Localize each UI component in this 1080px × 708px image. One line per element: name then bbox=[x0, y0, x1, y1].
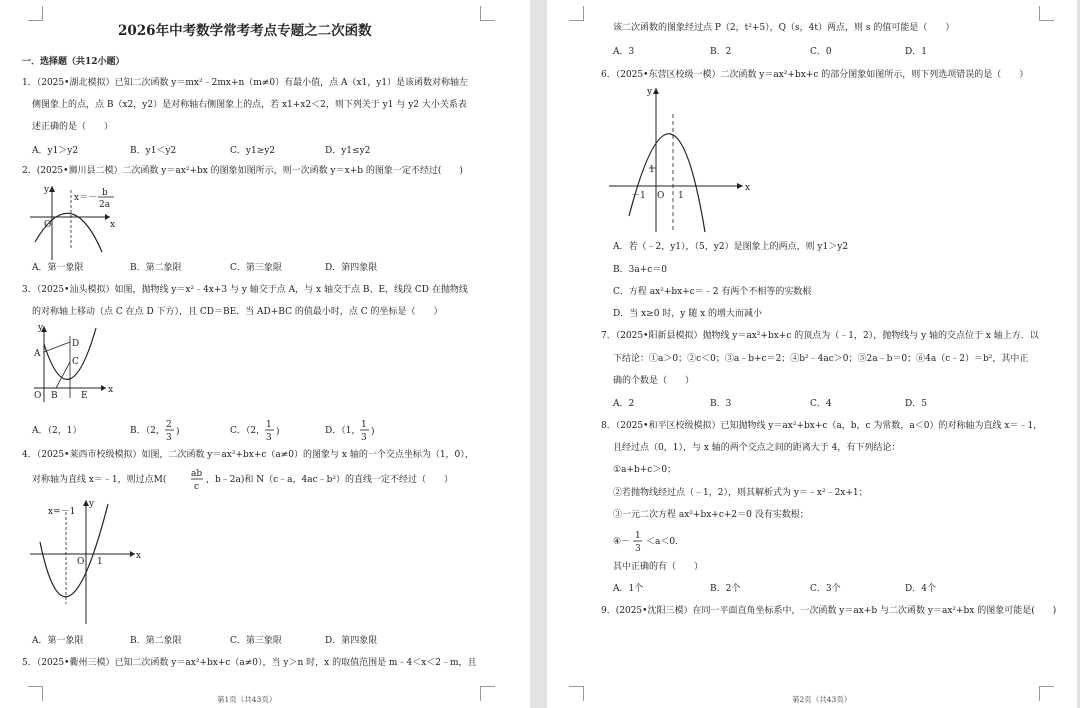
option-a: A．第一象限 bbox=[32, 263, 84, 273]
option-b: B．2个 bbox=[710, 584, 741, 594]
question-7-line-2: 下结论：①a＞0；②c＜0；③a﹣b+c＝2；④b²﹣4ac＞0；⑤2a﹣b＝0；⑥4a（c﹣2）＝b²，其中正 bbox=[613, 354, 1029, 364]
statement-4b: ＜a＜0． bbox=[646, 537, 685, 547]
option-d: D．4个 bbox=[905, 584, 936, 594]
option-a: A．3 bbox=[613, 47, 635, 57]
crop-mark bbox=[28, 686, 43, 701]
question-8-line-2: 且经过点（0，1），与 x 轴的两个交点之间的距离大于 4，有下列结论： bbox=[613, 443, 901, 453]
crop-mark bbox=[28, 6, 43, 21]
statement-3: ③一元二次方程 ax²+bx+c+2＝0 没有实数根； bbox=[613, 510, 809, 520]
q3-parabola-figure bbox=[32, 322, 117, 404]
option-b-fraction bbox=[165, 418, 183, 442]
question-6-line-1: 6．（2025•东营区校级一模）二次函数 y＝ax²+bx+c 的部分图象如图所示，则下列选项错误的是（ ） bbox=[601, 70, 1029, 80]
fraction-denominator: 3 bbox=[361, 433, 367, 443]
option-d: D．1 bbox=[905, 47, 927, 57]
fraction-numerator: 1 bbox=[361, 420, 367, 430]
option-b: B．y1＜y2 bbox=[130, 146, 177, 156]
option-a: A．1个 bbox=[613, 584, 644, 594]
closing-paren: ) bbox=[276, 427, 280, 437]
closing-paren: ) bbox=[176, 427, 180, 437]
option-c: C．第三象限 bbox=[230, 263, 282, 273]
option-c: C．方程 ax²+bx+c＝﹣2 有两个不相等的实数根 bbox=[613, 287, 812, 297]
option-a: A．第一象限 bbox=[32, 636, 84, 646]
option-d: D．（1， bbox=[325, 426, 361, 436]
question-5-continuation: 该二次函数的图象经过点 P（2，t²+5），Q（s，4t）两点，则 s 的值可能是（ ） bbox=[613, 23, 955, 33]
q3-y-label: y bbox=[38, 323, 44, 333]
fraction-numerator: 1 bbox=[635, 531, 641, 541]
q6-origin: O bbox=[657, 191, 665, 201]
question-8-line-1: 8．（2025•和平区校级模拟）已知抛物线 y＝ax²+bx+c（a，b，c 为常数，a＜0）的对称轴为直线 x＝﹣1， bbox=[601, 421, 1043, 431]
question-8-ask: 其中正确的有（ ） bbox=[613, 562, 704, 572]
question-4-line-2b: ，b﹣2a)和 N（c﹣a，4ac﹣b²）的直线一定不经过（ ） bbox=[206, 475, 454, 485]
section-heading: 一．选择题（共12小题） bbox=[22, 57, 125, 67]
fraction-numerator: 1 bbox=[266, 420, 272, 430]
q3-point-a: A bbox=[34, 349, 41, 359]
q4-axis-of-symmetry-label: x=－1 bbox=[48, 507, 76, 517]
crop-mark bbox=[480, 686, 495, 701]
option-a: A．y1＞y2 bbox=[32, 146, 79, 156]
page-footer: 第1页（共43页） bbox=[217, 695, 277, 704]
crop-mark bbox=[480, 6, 495, 21]
statement-4a: ④－ bbox=[613, 537, 631, 547]
option-b: B．3 bbox=[710, 399, 732, 409]
question-2-line-1: 2．(2025•浉川县二模）二次函数 y＝ax²+bx 的图象如图所示，则一次函数 y＝x+b 的图象一定不经过( ) bbox=[22, 166, 463, 176]
q4-parabola-figure bbox=[30, 498, 150, 626]
option-d: D．5 bbox=[905, 399, 927, 409]
crop-mark bbox=[1039, 6, 1054, 21]
q4-tick-one: 1 bbox=[97, 557, 103, 567]
option-d: D．y1≤y2 bbox=[325, 146, 371, 156]
q4-fraction bbox=[191, 467, 205, 491]
option-b: B．第二象限 bbox=[130, 263, 182, 273]
statement-1: ①a+b+c＞0； bbox=[613, 465, 677, 475]
q6-y-label: y bbox=[647, 87, 653, 97]
statement-4-fraction bbox=[633, 529, 645, 553]
option-d: D．第四象限 bbox=[325, 263, 378, 273]
option-c: C．y1≥y2 bbox=[230, 146, 276, 156]
q3-origin: O bbox=[34, 391, 42, 401]
option-b: B．（2， bbox=[130, 426, 165, 436]
crop-mark bbox=[1039, 686, 1054, 701]
question-9-line-1: 9．(2025•沈阳三模）在同一平面直角坐标系中，一次函数 y＝ax+b 与二次函数 y＝ax²+bx 的图象可能是( ) bbox=[601, 606, 1057, 616]
fraction-denominator: 3 bbox=[266, 433, 272, 443]
question-1-line-1: 1．（2025•湖北模拟）已知二次函数 y＝mx²﹣2mx+n（m≠0）有最小值，点 A（x1，y1）是该函数对称轴左 bbox=[22, 78, 469, 88]
fraction-numerator: 2 bbox=[166, 420, 172, 430]
q3-x-label: x bbox=[108, 385, 114, 395]
q6-y-tick-1: 1 bbox=[649, 165, 655, 175]
option-b: B．第二象限 bbox=[130, 636, 182, 646]
option-a: A．（2，1） bbox=[32, 426, 82, 436]
q2-x-label: x bbox=[110, 220, 116, 230]
option-c: C．3个 bbox=[810, 584, 841, 594]
option-a: A．若（﹣2，y1），（5，y2）是图象上的两点，则 y1＞y2 bbox=[613, 242, 849, 252]
q3-point-e: E bbox=[81, 391, 88, 401]
crop-mark bbox=[569, 6, 584, 21]
option-c-fraction bbox=[265, 418, 283, 442]
question-4-line-2a: 对称轴为直线 x＝﹣1，则过点M( bbox=[32, 475, 167, 485]
option-c: C．（2， bbox=[230, 426, 266, 436]
page-footer: 第2页（共43页） bbox=[792, 695, 852, 704]
page-gap bbox=[530, 0, 547, 708]
document-title: 2026年中考数学常考考点专题之二次函数 bbox=[118, 23, 372, 39]
fraction-denominator: 3 bbox=[166, 433, 172, 443]
option-d-fraction bbox=[360, 418, 378, 442]
q4-x-label: x bbox=[136, 551, 142, 561]
q4-y-label: y bbox=[89, 499, 95, 509]
option-c: C．4 bbox=[810, 399, 832, 409]
q3-point-c: C bbox=[72, 357, 79, 367]
q2-y-label: y bbox=[44, 185, 50, 195]
closing-paren: ) bbox=[371, 427, 375, 437]
question-7-line-3: 确的个数是（ ） bbox=[613, 376, 695, 386]
option-a: A．2 bbox=[613, 399, 635, 409]
q6-x-label: x bbox=[745, 183, 751, 193]
fraction-denominator: 3 bbox=[635, 544, 641, 554]
q2-fraction-numerator: b bbox=[102, 188, 108, 198]
option-d: D．当 x≥0 时，y 随 x 的增大而减小 bbox=[613, 309, 763, 319]
option-b: B．2 bbox=[710, 47, 732, 57]
q3-point-b: B bbox=[51, 391, 58, 401]
option-c: C．第三象限 bbox=[230, 636, 282, 646]
q2-fraction-denominator: 2a bbox=[99, 200, 111, 210]
question-4-line-1: 4．（2025•莱西市校级模拟）如图，二次函数 y＝ax²+bx+c（a≠0）的图象与 x 轴的一个交点坐标为（1，0）， bbox=[22, 450, 474, 460]
q2-origin-label: O bbox=[44, 220, 52, 230]
q6-x-tick-1: 1 bbox=[678, 191, 684, 201]
option-c: C．0 bbox=[810, 47, 832, 57]
q2-parabola-figure bbox=[30, 182, 130, 262]
question-3-line-2: 的对称轴上移动（点 C 在点 D 下方），且 CD＝BE．当 AD+BC 的值最小时，点 C 的坐标是（ ） bbox=[32, 307, 443, 317]
option-b: B．3a+c＝0 bbox=[613, 265, 668, 275]
question-1-line-3: 述正确的是（ ） bbox=[32, 122, 114, 132]
question-5-line-1: 5．（2025•衢州三模）已知二次函数 y＝ax²+bx+c（a≠0），当 y＞n 时，x 的取值范围是 m﹣4＜x＜2﹣m，且 bbox=[22, 658, 477, 668]
fraction-numerator: ab bbox=[191, 469, 203, 479]
statement-2: ②若抛物线经过点（﹣1，2），则其解析式为 y＝﹣x²﹣2x+1； bbox=[613, 488, 868, 498]
option-d: D．第四象限 bbox=[325, 636, 378, 646]
q4-origin: O bbox=[77, 557, 85, 567]
question-1-line-2: 侧图象上的点，点 B（x2，y2）是对称轴右侧图象上的点，若 x1+x2＜2，则下列关于 y1 与 y2 大小关系表 bbox=[32, 100, 467, 110]
q3-point-d: D bbox=[72, 339, 80, 349]
fraction-denominator: c bbox=[194, 482, 200, 492]
q2-axis-of-symmetry-label: x＝－ bbox=[74, 193, 98, 203]
q6-x-tick-minus-1: －1 bbox=[631, 191, 646, 201]
document-page-2 bbox=[547, 0, 1077, 708]
question-3-line-1: 3．（2025•汕头模拟）如图，抛物线 y＝x²﹣4x+3 与 y 轴交于点 A，与 x 轴交于点 B、E，线段 CD 在抛物线 bbox=[22, 285, 468, 295]
crop-mark bbox=[569, 686, 584, 701]
q6-parabola-figure bbox=[609, 84, 759, 234]
question-7-line-1: 7．（2025•阳新县模拟）抛物线 y＝ax²+bx+c 的顶点为（﹣1，2），抛物线与 y 轴的交点位于 x 轴上方．以 bbox=[601, 331, 1039, 341]
document-page-1 bbox=[0, 0, 530, 708]
